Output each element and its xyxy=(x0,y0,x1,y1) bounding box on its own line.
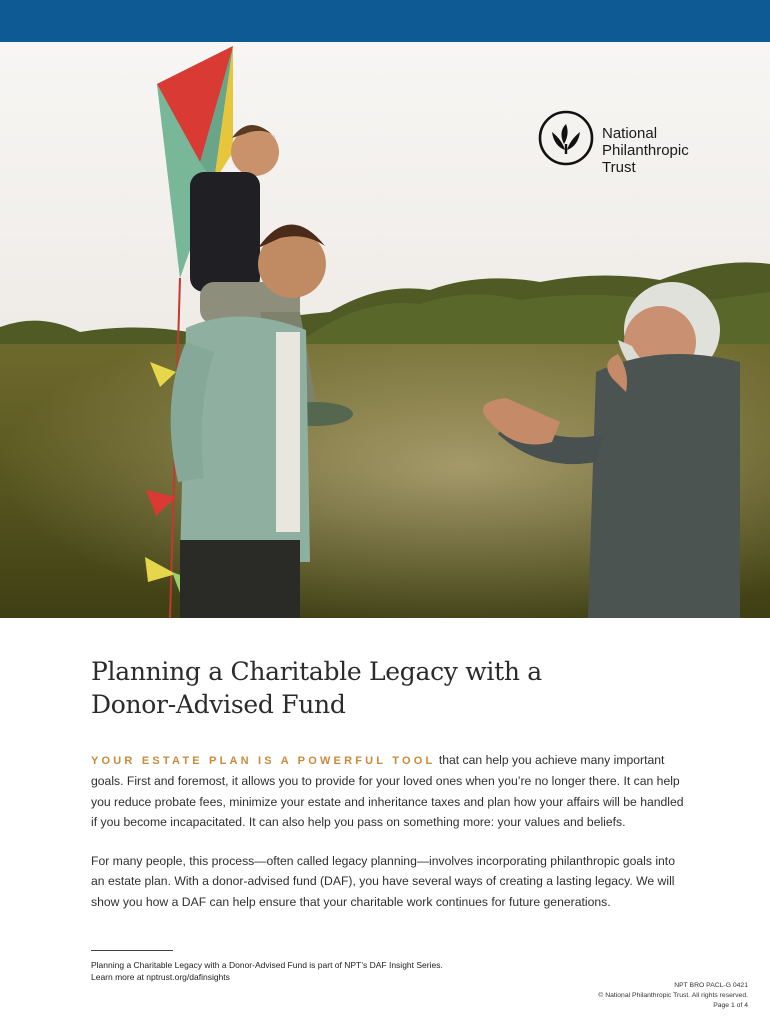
page-number: Page 1 of 4 xyxy=(713,1002,748,1009)
hero-photo xyxy=(0,42,770,618)
page-title xyxy=(91,655,651,721)
footnote xyxy=(91,959,443,983)
body-text xyxy=(91,750,691,931)
doc-code: NPT BRO PACL-G 0421 xyxy=(674,982,748,989)
intro-text: that can help you achieve many important goals. First and foremost, it allows you to provide for your loved ones when you’re no longer there. It can help you reduce probate fees, minimize your estate and inheritance taxes and plan how your affairs will be handled if you become incapacitated. It can also help you pass on something more: your values and beliefs. xyxy=(91,753,684,829)
logo-line-2: Philanthropic xyxy=(602,142,689,159)
copyright: © National Philanthropic Trust. All rights reserved. xyxy=(598,992,748,999)
corner-info xyxy=(598,981,748,1011)
second-paragraph: For many people, this process—often called legacy planning—involves incorporating philanthropic goals into an estate plan. With a donor-advised fund (DAF), you have several ways of creating a lasting legacy. We will show you how a DAF can help ensure that your charitable work continues for future generations. xyxy=(91,854,675,909)
logo-line-3: Trust xyxy=(602,159,636,176)
logo-line-1: National xyxy=(602,125,658,142)
header-bar xyxy=(0,0,770,42)
npt-logo xyxy=(538,110,718,174)
footnote-line-2: Learn more at nptrust.org/dafinsights xyxy=(91,972,230,982)
footnote-divider xyxy=(91,950,173,951)
leaf-circle-icon xyxy=(538,110,594,166)
lead-in: YOUR ESTATE PLAN IS A POWERFUL TOOL xyxy=(91,755,436,767)
footnote-line-1: Planning a Charitable Legacy with a Donor-Advised Fund is part of NPT’s DAF Insight Series. xyxy=(91,960,443,970)
title-line-2: Donor-Advised Fund xyxy=(91,690,346,719)
title-line-1: Planning a Charitable Legacy with a xyxy=(91,657,542,686)
intro-paragraph xyxy=(91,750,691,832)
logo-wordmark xyxy=(602,125,689,176)
